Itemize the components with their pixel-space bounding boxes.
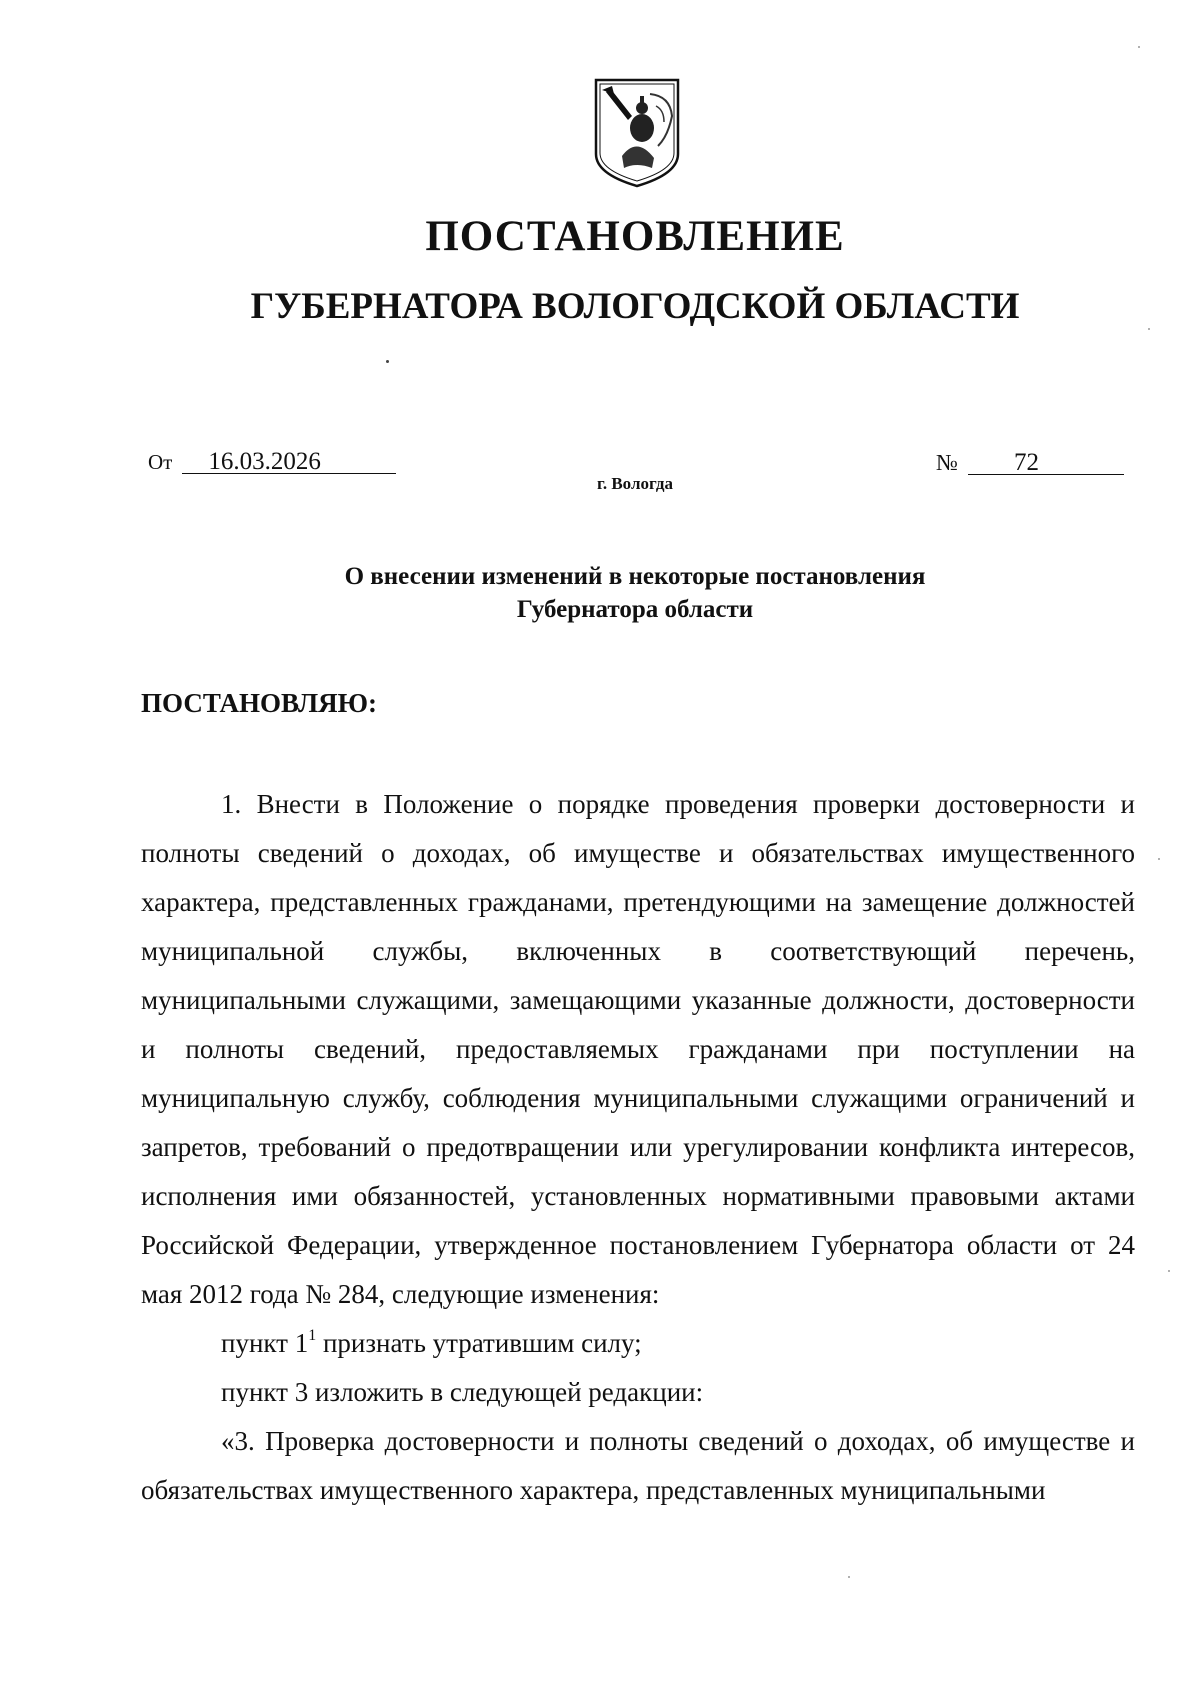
number-field <box>936 450 1124 476</box>
date-value: 16.03.2026 <box>182 451 396 474</box>
scan-dot <box>1148 328 1150 330</box>
scan-dot <box>848 1576 850 1578</box>
quote-paragraph: «3. Проверка достоверности и полноты сведений о доходах, об имуществе и обязательствах имущественного характера, представленных муниципальными <box>141 1426 1135 1505</box>
coat-of-arms-icon <box>592 76 682 190</box>
date-prefix: От <box>148 450 173 474</box>
item-1-superscript: 1 <box>308 1327 317 1344</box>
item-1-prefix: пункт 1 <box>221 1328 309 1358</box>
scan-dot <box>1168 1270 1170 1272</box>
scan-dot <box>386 360 389 363</box>
item-2: пункт 3 изложить в следующей редакции: <box>221 1377 704 1407</box>
document-body <box>141 780 1135 1515</box>
heading-line-2: Губернатора области <box>516 596 754 623</box>
scan-dot <box>1158 858 1160 860</box>
document-subtitle: ГУБЕРНАТОРА ВОЛОГОДСКОЙ ОБЛАСТИ <box>250 286 1020 327</box>
date-field <box>148 450 396 475</box>
scan-dot <box>1138 46 1140 48</box>
item-1 <box>141 1319 1135 1368</box>
document-heading <box>0 560 1200 626</box>
number-prefix: № <box>936 450 958 475</box>
heading-line-1: О внесении изменений в некоторые постановления <box>344 563 926 590</box>
city-label: г. Вологда <box>597 474 673 493</box>
number-value: 72 <box>968 452 1124 475</box>
paragraph-1: 1. Внести в Положение о порядке проведения проверки достоверности и полноты сведений о доходах, об имуществе и обязательствах имущественного характера, представленных гражданами, претендующими на замещение должностей муниципальной службы, включенных в соответствующий перечень, муниципальными служащими, замещающими указанные должности, достоверности и полноты сведений, предоставляемых гражданами при поступлении на муниципальную службу, соблюдения муниципальными служащими ограничений и запретов, требований о предотвращении или урегулировании конфликта интересов, исполнения ими обязанностей, установленных нормативными правовыми актами Российской Федерации, утвержденное постановлением Губернатора области от 24 мая 2012 года № 284, следующие изменения: <box>141 789 1135 1309</box>
decree-word: ПОСТАНОВЛЯЮ: <box>141 688 377 718</box>
item-1-suffix: признать утратившим силу; <box>316 1328 642 1358</box>
document-title: ПОСТАНОВЛЕНИЕ <box>425 213 845 260</box>
